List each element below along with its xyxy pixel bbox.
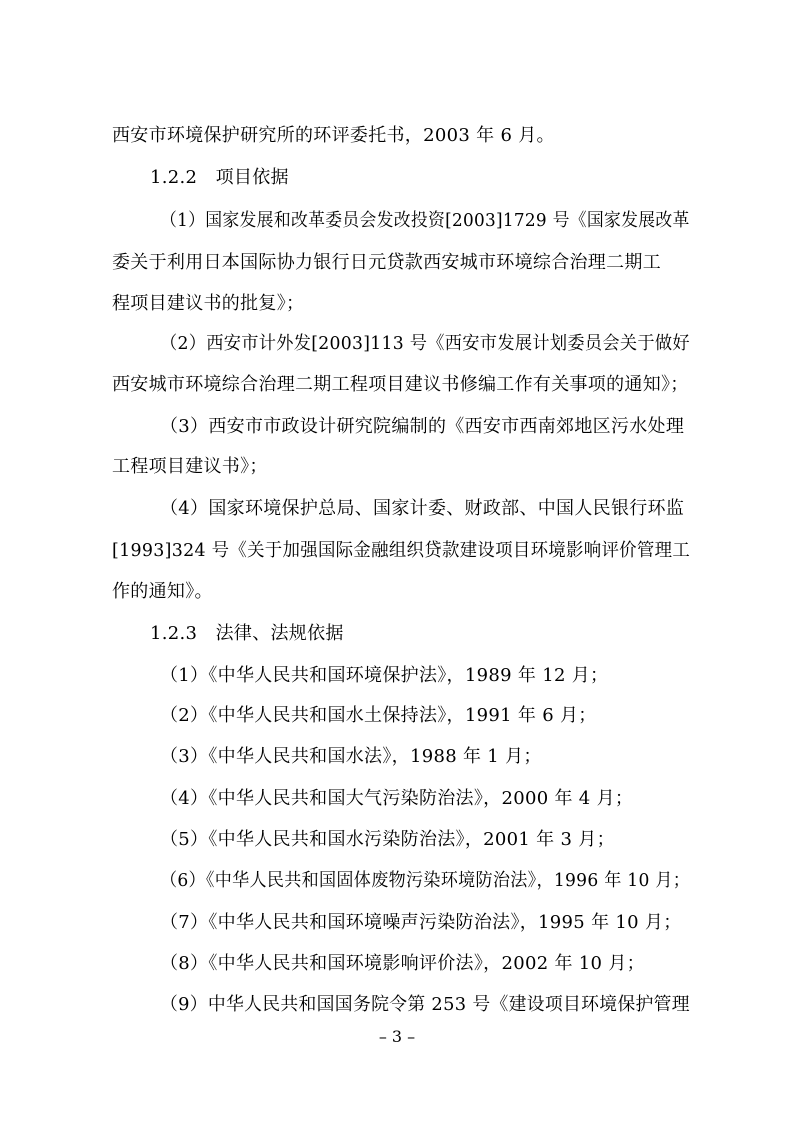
text-line: 程项目建议书的批复》；	[112, 293, 305, 314]
text-line: [1993]324 号《关于加强国际金融组织贷款建设项目环境影响评价管理工	[112, 540, 691, 561]
text-line: 工程项目建议书》；	[112, 456, 268, 477]
list-item: （6）《中华人民共和国固体废物污染环境防治法》，1996 年 10 月；	[160, 870, 691, 891]
text-line: 西安市环境保护研究所的环评委托书，2003 年 6 月。	[112, 125, 555, 146]
list-item: （3）西安市市政设计研究院编制的《西安市西南郊地区污水处理	[160, 416, 685, 437]
list-item: （4）《中华人民共和国大气污染防治法》，2000 年 4 月；	[160, 788, 634, 809]
list-item: （2）《中华人民共和国水土保持法》，1991 年 6 月；	[160, 705, 597, 726]
page-number: – 3 –	[378, 1027, 416, 1046]
section-heading: 1.2.2 项目依据	[150, 167, 289, 188]
list-item: （2）西安市计外发[2003]113 号《西安市发展计划委员会关于做好	[160, 333, 690, 354]
list-item: （7）《中华人民共和国环境噪声污染防治法》，1995 年 10 月；	[160, 912, 682, 933]
text-line: 委关于利用日本国际协力银行日元贷款西安城市环境综合治理二期工	[112, 252, 661, 273]
section-heading: 1.2.3 法律、法规依据	[150, 623, 344, 644]
text-line: 西安城市环境综合治理二期工程项目建议书修编工作有关事项的通知》；	[112, 374, 689, 395]
list-item: （1）《中华人民共和国环境保护法》，1989 年 12 月；	[160, 665, 609, 686]
list-item: （5）《中华人民共和国水污染防治法》，2001 年 3 月；	[160, 829, 615, 850]
list-item: （4）国家环境保护总局、国家计委、财政部、中国人民银行环监	[160, 498, 685, 519]
list-item: （9）中华人民共和国国务院令第 253 号《建设项目环境保护管理	[160, 994, 690, 1015]
list-item: （3）《中华人民共和国水法》，1988 年 1 月；	[160, 746, 542, 767]
list-item: （1）国家发展和改革委员会发改投资[2003]1729 号《国家发展改革	[160, 210, 690, 231]
list-item: （8）《中华人民共和国环境影响评价法》，2002 年 10 月；	[160, 953, 645, 974]
text-line: 作的通知》。	[112, 581, 213, 602]
